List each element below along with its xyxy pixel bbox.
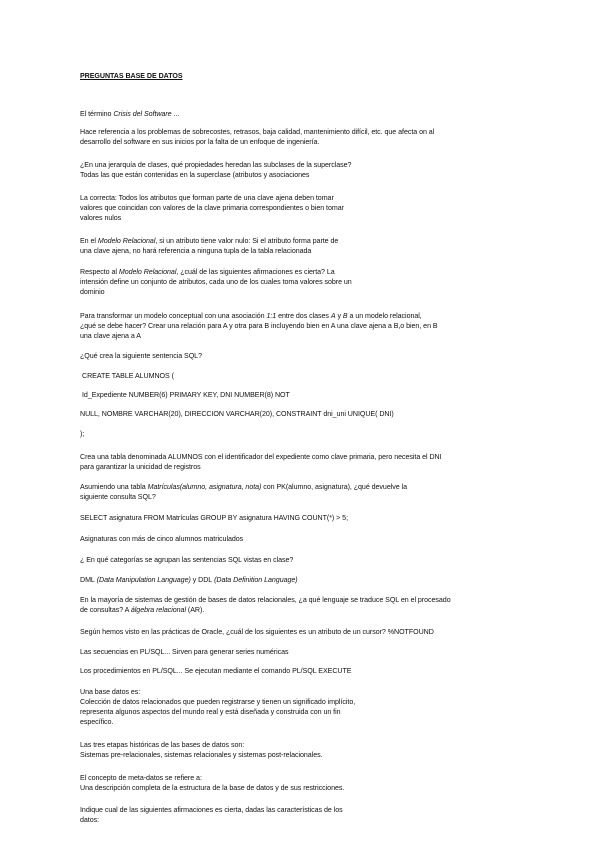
answer-asociacion-line-1: ¿qué se debe hacer? Crear una relación para A y otra para B incluyendo bien en A una clave ajena a B,o bien, en B xyxy=(80,322,438,330)
answer-valor-nulo: una clave ajena, no hará referencia a ninguna tupla de la tabla relacionada xyxy=(80,247,312,255)
question-cursor: Según hemos visto en las prácticas de Oracle, ¿cuál de los siguientes es un atributo de un cursor? %NOTFOUND xyxy=(80,628,434,636)
question-base-datos: Una base datos es: xyxy=(80,688,141,696)
sql-select-matriculas: SELECT asignatura FROM Matrículas GROUP BY asignatura HAVING COUNT(*) > 5; xyxy=(80,514,348,522)
answer-crisis-line-1: Hace referencia a los problemas de sobrecostes, retrasos, baja calidad, mantenimiento difícil, etc. que afecta on al xyxy=(80,128,435,136)
clave-ajena-line-2: valores que coincidan con valores de la clave primaria correspondientes o bien tomar xyxy=(80,204,344,212)
answer-base-datos-line-1: Colección de datos relacionados que pueden registrarse y tienen un significado implícito, xyxy=(80,698,356,706)
question-modelo-relacional: Respecto al Modelo Relacional, ¿cuál de las siguientes afirmaciones es cierta? La xyxy=(80,268,335,276)
question-jerarquia: ¿En una jerarquía de clases, qué propiedades heredan las subclases de la superclase? xyxy=(80,161,352,169)
question-valor-nulo: En el Modelo Relacional, si un atributo tiene valor nulo: Si el atributo forma parte de xyxy=(80,237,339,245)
question-caracteristicas-line-2: datos: xyxy=(80,816,100,824)
question-secuencias: Las secuencias en PL/SQL... Sirven para generar series numéricas xyxy=(80,648,289,656)
question-categorias-sql: ¿ En qué categorías se agrupan las sentencias SQL vistas en clase? xyxy=(80,556,294,564)
answer-categorias-sql: DML (Data Manipulation Language) y DDL (Data Definition Language) xyxy=(80,576,298,584)
question-etapas: Las tres etapas históricas de las bases de datos son: xyxy=(80,741,245,749)
sql-create-line-3: NULL, NOMBRE VARCHAR(20), DIRECCION VARCHAR(20), CONSTRAINT dni_uni UNIQUE( DNI) xyxy=(80,410,394,418)
document-title: PREGUNTAS BASE DE DATOS xyxy=(80,72,183,80)
answer-base-datos-line-3: específico. xyxy=(80,718,114,726)
answer-asociacion-line-2: una clave ajena a A xyxy=(80,332,141,340)
answer-jerarquia: Todas las que están contenidas en la superclase (atributos y asociaciones xyxy=(80,171,310,179)
question-traduccion-sql-line-1: En la mayoría de sistemas de gestión de bases de datos relacionales, ¿a qué lenguaje se traduce SQL en el procesado xyxy=(80,596,451,604)
clave-ajena-line-3: valores nulos xyxy=(80,214,122,222)
answer-sql-create-line-1: Crea una tabla denominada ALUMNOS con el identificador del expediente como clave primaria, pero necesita el DNI xyxy=(80,453,442,461)
question-caracteristicas-line-1: Indique cual de las siguientes afirmaciones es cierta, dadas las características de los xyxy=(80,806,343,814)
answer-sql-create-line-2: para garantizar la unicidad de registros xyxy=(80,463,201,471)
answer-crisis-line-2: desarrollo del software en sus inicios por la falta de un enfoque de ingeniería. xyxy=(80,138,320,146)
question-procedimientos: Los procedimientos en PL/SQL... Se ejecutan mediante el comando PL/SQL EXECUTE xyxy=(80,667,352,675)
answer-etapas: Sistemas pre-relacionales, sistemas relacionales y sistemas post-relacionales. xyxy=(80,751,323,759)
question-matriculas: Asumiendo una tabla Matrículas(alumno, asignatura, nota) con PK(alumno, asignatura), ¿qué devuelve la xyxy=(80,483,407,491)
question-crisis-software: El término Crisis del Software ... xyxy=(80,110,180,118)
question-traduccion-sql-line-2: de consultas? A álgebra relacional (AR). xyxy=(80,606,205,614)
question-matriculas-line-2: siguiente consulta SQL? xyxy=(80,493,156,501)
question-metadatos: El concepto de meta-datos se refiere a: xyxy=(80,774,202,782)
sql-create-line-2: Id_Expediente NUMBER(6) PRIMARY KEY, DNI NUMBER(8) NOT xyxy=(82,391,290,399)
answer-base-datos-line-2: representa algunos aspectos del mundo real y está diseñada y construida con un fin xyxy=(80,708,341,716)
question-asociacion: Para transformar un modelo conceptual con una asociación 1:1 entre dos clases A y B a un modelo relacional, xyxy=(80,312,422,320)
question-sql-create: ¿Qué crea la siguiente sentencia SQL? xyxy=(80,352,202,360)
answer-intension-line-1: intensión define un conjunto de atributos, cada uno de los cuales toma valores sobre un xyxy=(80,278,352,286)
answer-metadatos: Una descripción completa de la estructura de la base de datos y de sus restricciones. xyxy=(80,784,345,792)
answer-matriculas: Asignaturas con más de cinco alumnos matriculados xyxy=(80,535,244,543)
sql-create-line-4: ); xyxy=(80,430,85,438)
answer-intension-line-2: dominio xyxy=(80,288,105,296)
clave-ajena-line-1: La correcta: Todos los atributos que forman parte de una clave ajena deben tomar xyxy=(80,194,334,202)
sql-create-line-1: CREATE TABLE ALUMNOS ( xyxy=(82,372,174,380)
